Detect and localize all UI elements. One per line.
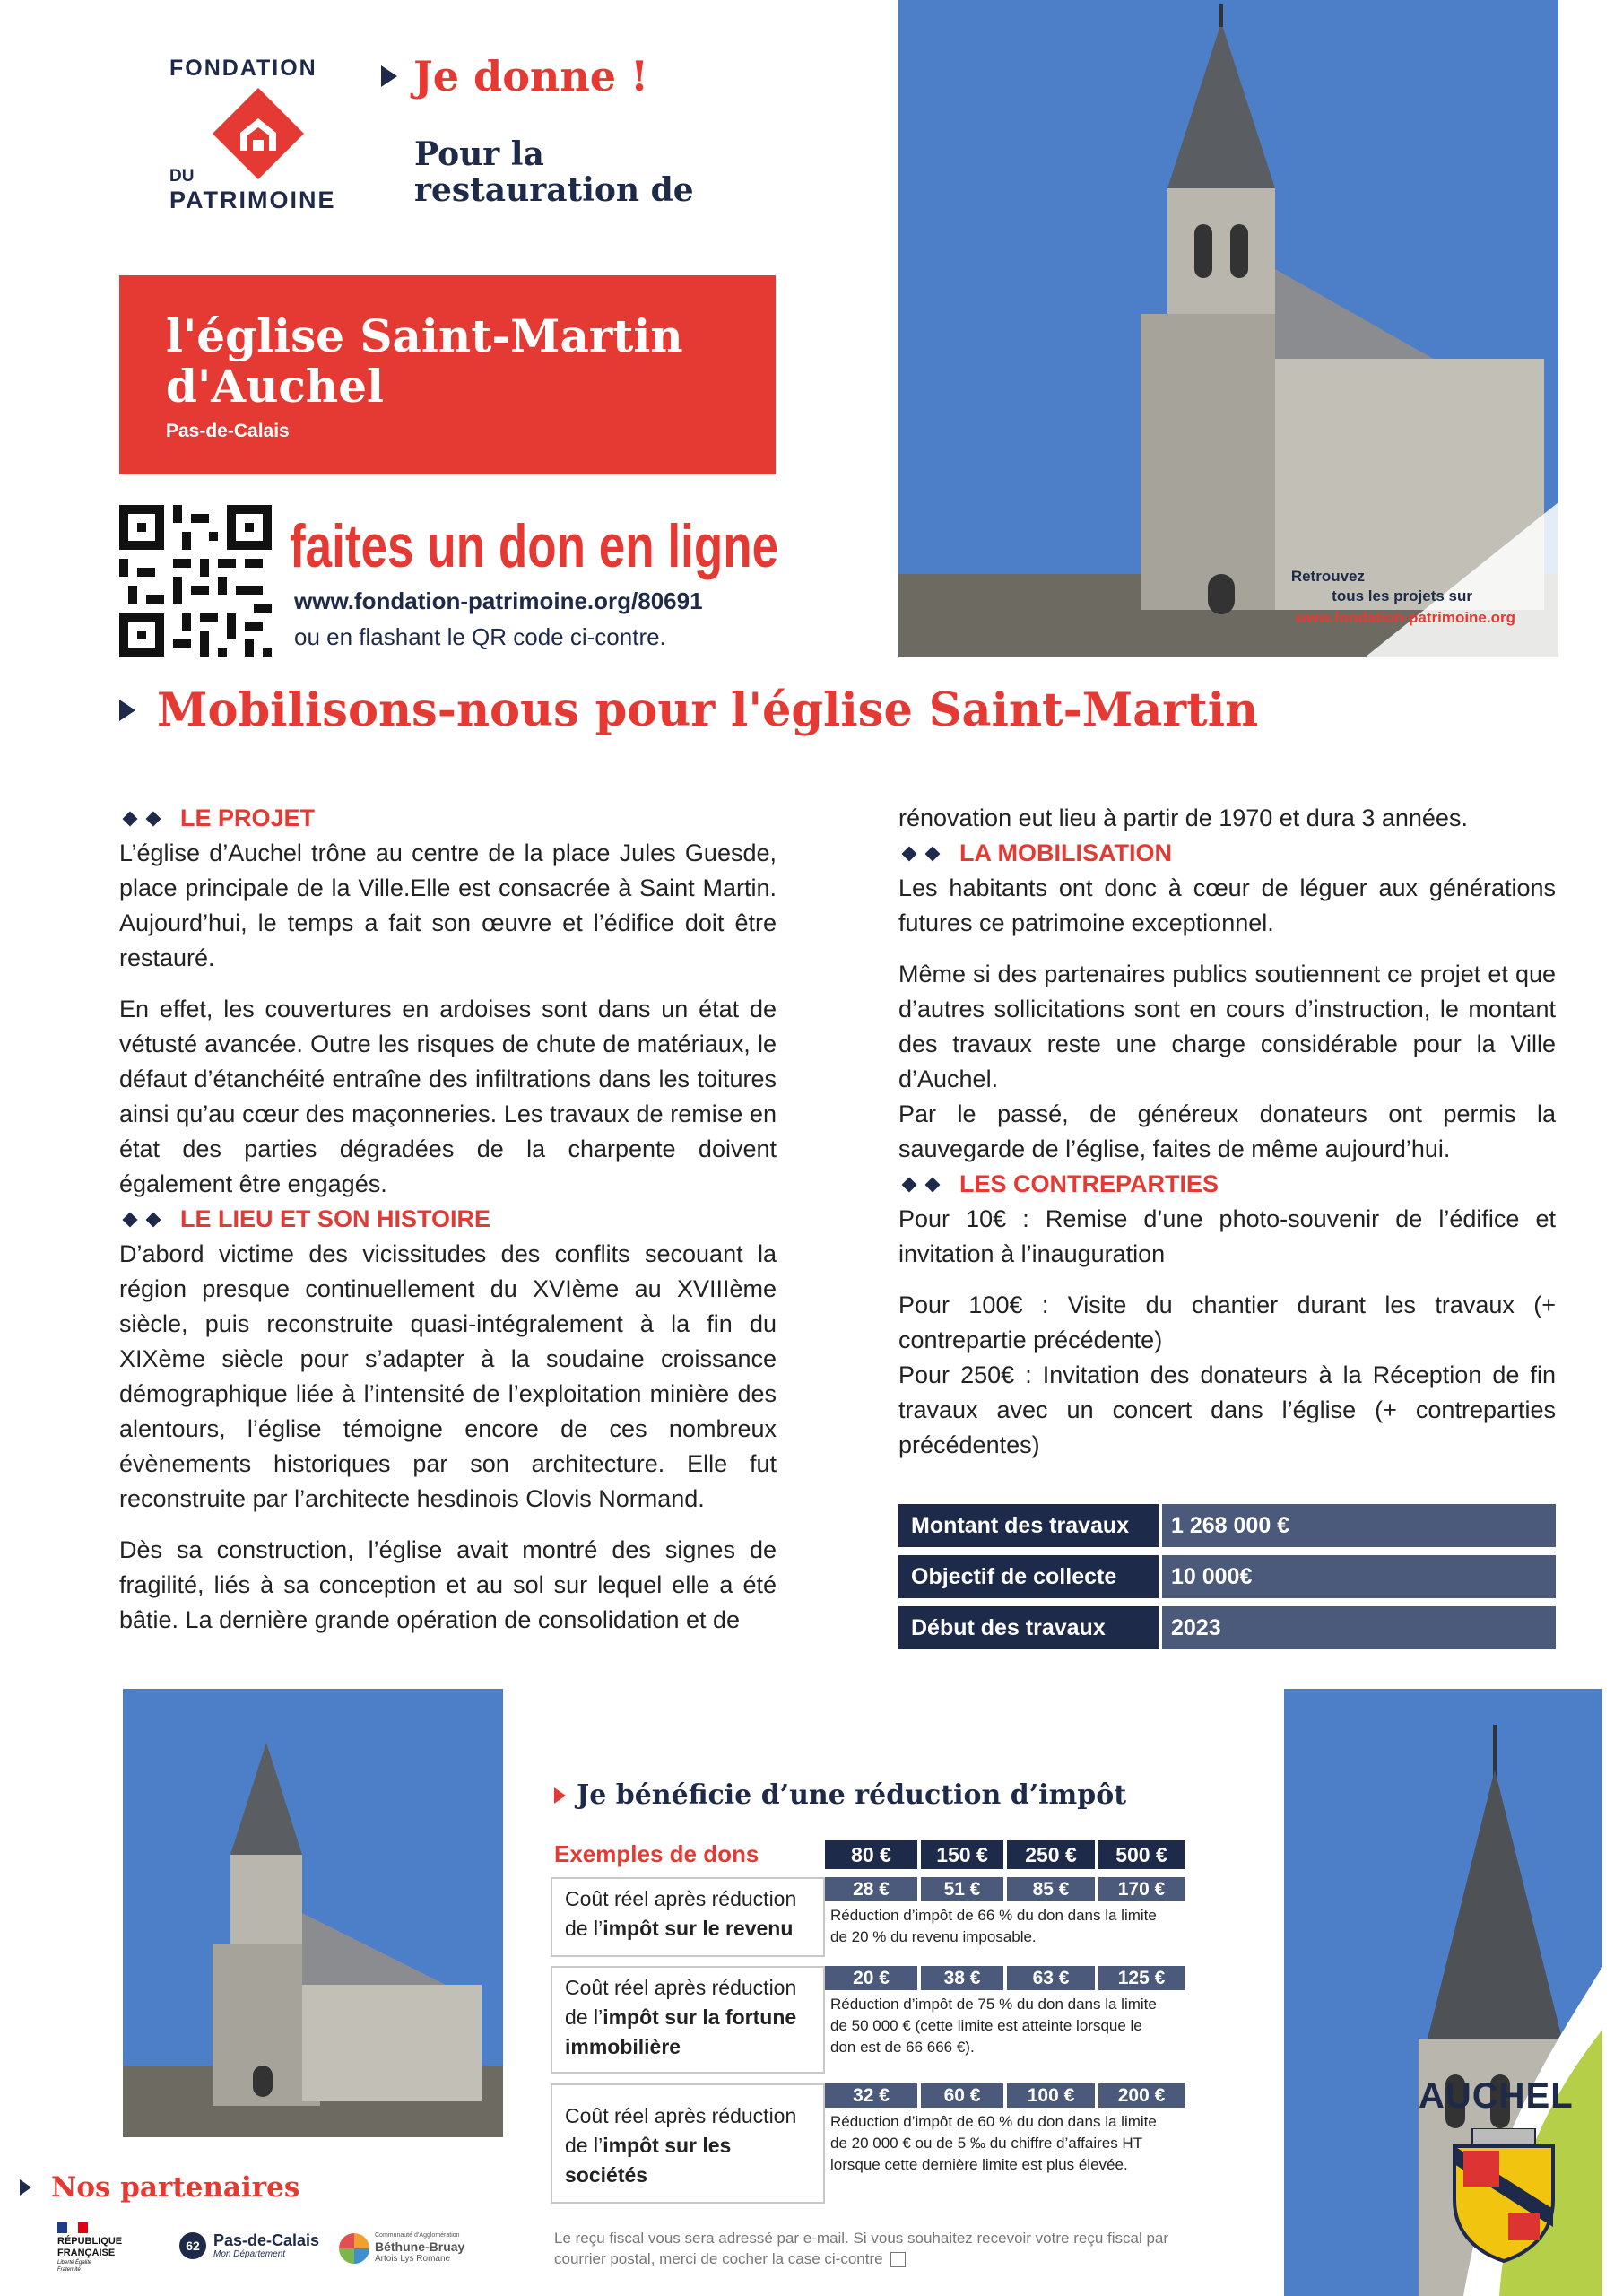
fact-row: Objectif de collecte 10 000€ [898,1555,1556,1598]
left-column [119,801,777,1654]
logo-text-patrimoine: PATRIMOINE [169,187,336,213]
facts-table [898,1504,1556,1657]
tax-row-label: Coût réel après réduction de l’impôt sur le revenu [551,1877,825,1957]
photo-overlay-text: Retrouvez tous les projets sur www.fondation-patrimoine.org [1078,567,1517,628]
tax-footnote: Le reçu fiscal vous sera adressé par e-mail. Si vous souhaitez recevoir votre reçu fiscal par courrier postal, merci de cocher la case ci-contre [554,2230,1169,2267]
fondation-logo [166,56,345,217]
fact-row: Montant des travaux 1 268 000 € [898,1504,1556,1547]
contrepartie-item: Pour 250€ : Invitation des donateurs à la Réception de fin travaux avec un concert dans l’église (+ contreparties précédentes) [898,1361,1556,1458]
donate-heading: Je donne ! [381,52,648,100]
diamond-icon [146,811,161,826]
church-illustration [123,1689,503,2137]
lieu-paragraph: D’abord victime des vicissitudes des conflits secouant la région presque continuellement du XVIème au XVIIIème siècle, puis reconstruite quasi-intégralement à la fin du XIXème siècle pour s’adapter à la soudaine croissance démographique liée à l’intensité de l’exploitation minière des alentours, l’église témoigne encore de ces nombreux évènements historiques par son architecture. Elle fut reconstruite par l’architecte hesdinois Clovis Normand. [119,1240,777,1512]
church-photo-secondary [123,1689,503,2137]
arrow-icon [554,1787,566,1804]
church-illustration [898,0,1558,657]
value-cell: 170 € [1098,1877,1185,1901]
mobilisation-paragraph: Les habitants ont donc à cœur de léguer aux générations futures ce patrimoine exceptionnel. [898,874,1556,936]
logo-text-fondation: FONDATION [169,56,317,81]
value-cell: 200 € [1098,2083,1185,2108]
diamond-icon [925,846,941,861]
tax-examples-label: Exemples de dons [554,1840,759,1867]
diamond-icon [902,1177,917,1192]
tax-row-values [825,2083,1188,2179]
diamond-icon [146,1212,161,1227]
marianne-icon [57,2222,88,2233]
value-cell: 60 € [921,2083,1003,2108]
fact-row: Début des travaux 2023 [898,1606,1556,1649]
value-cell: 32 € [825,2083,917,2108]
project-title-box [119,275,776,474]
amount-cell: 80 € [825,1840,917,1869]
arrow-icon [119,700,135,721]
logo-house-icon [211,86,306,181]
auchel-coat-of-arms-icon [1445,2128,1562,2263]
tax-row-label: Coût réel après réduction de l’impôt sur la fortune immobilière [551,1966,825,2074]
partner-pas-de-calais: 62 Pas-de-Calais Mon Département [179,2231,319,2260]
value-cell: 38 € [921,1966,1003,1990]
value-cell: 125 € [1098,1966,1185,1990]
project-title: l'église Saint-Martin d'Auchel [166,309,683,413]
auchel-label: AUCHEL [1419,2076,1574,2116]
section-projet-heading: LE PROJET [119,801,777,836]
section-mobilisation-heading: LA MOBILISATION [898,836,1556,871]
amount-cell: 500 € [1098,1840,1185,1869]
tax-row-label: Coût réel après réduction de l’impôt sur les sociétés [551,2083,825,2204]
value-cell: 100 € [1007,2083,1095,2108]
diamond-icon [123,1212,138,1227]
photo-overlay-url[interactable]: www.fondation-patrimoine.org [1295,609,1515,626]
partner-bethune-bruay: Communauté d’Agglomération Béthune-Bruay Artois Lys Romane [339,2231,464,2265]
donation-amounts [825,1840,1188,1869]
online-donation-headline: faites un don en ligne [290,512,779,580]
partner-republique-francaise: RÉPUBLIQUE FRANÇAISE Liberté Égalité Fraternité [57,2222,129,2274]
contrepartie-item: Pour 100€ : Visite du chantier durant les travaux (+ contrepartie précédente) [898,1292,1556,1353]
right-column [898,801,1556,1479]
amount-cell: 250 € [1007,1840,1095,1869]
tax-row-values [825,1877,1188,1952]
arrow-icon [20,2179,31,2196]
section-lieu-heading: LE LIEU ET SON HISTOIRE [119,1202,777,1237]
value-cell: 85 € [1007,1877,1095,1901]
tax-row-note: Réduction d’impôt de 66 % du don dans la limite de 20 % du revenu imposable. [830,1907,1157,1945]
postal-receipt-checkbox[interactable] [890,2252,906,2267]
tax-row-note: Réduction d’impôt de 75 % du don dans la limite de 50 000 € (cette limite est atteinte lorsque le don est de 66 666 €). [830,1996,1157,2056]
tax-row-values [825,1966,1188,2062]
qr-instructions: ou en flashant le QR code ci-contre. [294,623,666,650]
qr-code-icon[interactable] [119,505,272,657]
restoration-intro: Pour la restauration de [414,135,694,209]
projet-paragraph: L’église d’Auchel trône au centre de la place Jules Guesde, place principale de la Ville.Elle est consacrée à Saint Martin. Aujourd’hui, le temps a fait son œuvre et l’édifice doit être restauré. [119,839,777,971]
value-cell: 63 € [1007,1966,1095,1990]
section-contreparties-heading: LES CONTREPARTIES [898,1167,1556,1202]
tax-rows [551,1877,1189,2218]
lieu-paragraph: Dès sa construction, l’église avait montré des signes de fragilité, liés à sa conception et au sol sur lequel elle a été bâtie. La dernière grande opération de consolidation et de [119,1536,777,1633]
steeple-photo [1284,1689,1602,2296]
lieu-paragraph-continued: rénovation eut lieu à partir de 1970 et dura 3 années. [898,804,1468,831]
church-photo-main [898,0,1558,657]
cab-logo-icon [339,2233,369,2264]
mobilisation-paragraph: Par le passé, de généreux donateurs ont permis la sauvegarde de l’église, faites de même aujourd’hui. [898,1100,1556,1162]
arrow-icon [381,65,397,87]
value-cell: 28 € [825,1877,917,1901]
contrepartie-item: Pour 10€ : Remise d’une photo-souvenir de l’édifice et invitation à l’inauguration [898,1205,1556,1267]
partners-heading: Nos partenaires [20,2171,299,2204]
logo-text-du: DU [169,167,195,186]
diamond-icon [925,1177,941,1192]
main-heading: Mobilisons-nous pour l'église Saint-Martin [119,683,1258,737]
amount-cell: 150 € [921,1840,1003,1869]
diamond-icon [902,846,917,861]
donation-url[interactable]: www.fondation-patrimoine.org/80691 [294,587,703,614]
tax-row-note: Réduction d’impôt de 60 % du don dans la limite de 20 000 € ou de 5 ‰ du chiffre d’affaires HT lorsque cette dernière limite est plus élevée. [830,2113,1157,2173]
diamond-icon [123,811,138,826]
tax-heading: Je bénéficie d’une réduction d’impôt [554,1779,1126,1811]
mobilisation-paragraph: Même si des partenaires publics soutiennent ce projet et que d’autres sollicitations sont en cours d’instruction, le montant des travaux reste une charge considérable pour la Ville d’Auchel. [898,961,1556,1092]
project-region: Pas-de-Calais [166,421,290,441]
pdc-badge-icon: 62 [179,2232,206,2259]
projet-paragraph: En effet, les couvertures en ardoises sont dans un état de vétusté avancée. Outre les risques de chute de matériaux, le défaut d’étanchéité entraîne des infiltrations dans les toitures ainsi qu’au cœur des maçonneries. Les travaux de remise en état des parties dégradées de la charpente doivent également être engagés. [119,996,777,1197]
value-cell: 51 € [921,1877,1003,1901]
value-cell: 20 € [825,1966,917,1990]
